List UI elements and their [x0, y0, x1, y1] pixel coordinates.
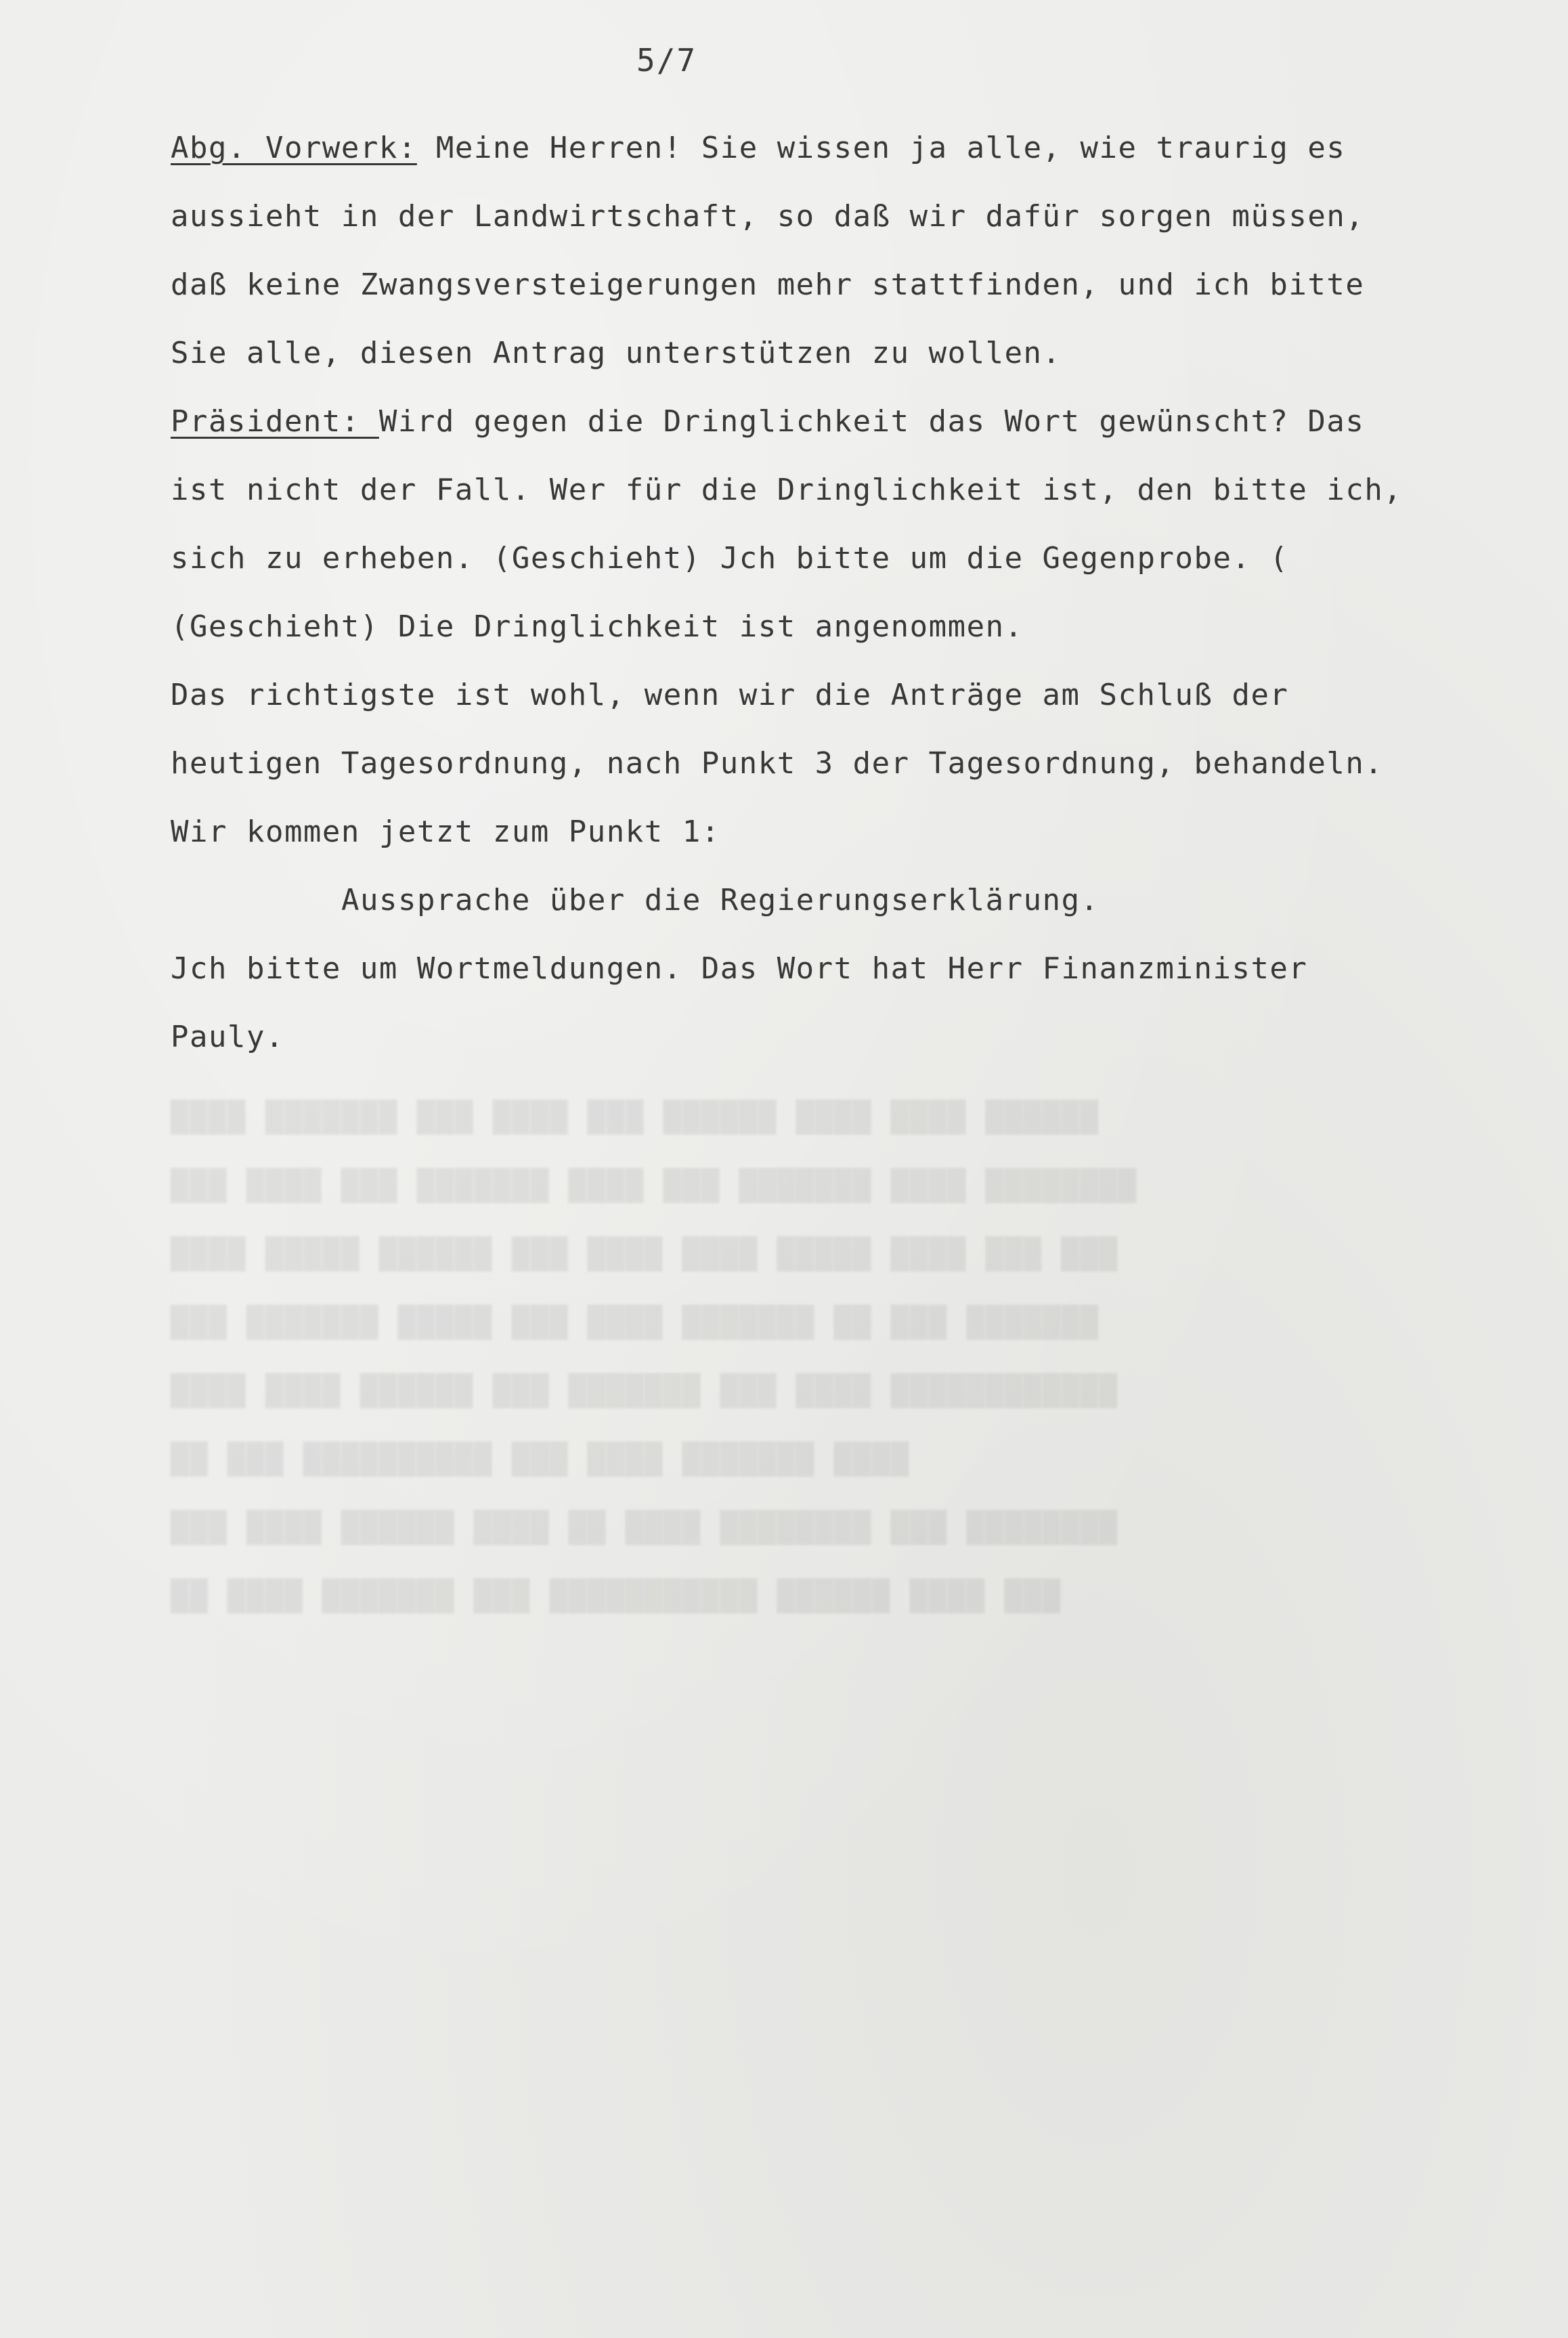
line-text: Meine Herren! Sie wissen ja alle, wie traurig es [416, 131, 1346, 165]
bleed-line: ██ ███ ██████████ ███ ████ ███████ ████ [171, 1442, 910, 1477]
bleed-line: ███ ███████ █████ ███ ████ ███████ ██ ███ ███████ [171, 1305, 1099, 1340]
line-4: Sie alle, diesen Antrag unterstützen zu wollen. [171, 336, 1062, 370]
bleed-line: ███ ████ ███ ███████ ████ ███ ███████ ████ ████████ [171, 1169, 1137, 1203]
line-11: Wir kommen jetzt zum Punkt 1: [171, 815, 720, 849]
bleed-line: ████ ████ ██████ ███ ███████ ███ ████ ████████████ [171, 1374, 1118, 1408]
page-number: 5/7 [636, 42, 697, 79]
bleed-line: ███ ████ ██████ ████ ██ ████ ████████ ███ ████████ [171, 1511, 1118, 1545]
line-text: Wird gegen die Dringlichkeit das Wort gewünscht? Das [378, 404, 1365, 439]
line-10: heutigen Tagesordnung, nach Punkt 3 der Tagesordnung, behandeln. [171, 746, 1384, 781]
speaker-label-praesident: Präsident: [171, 404, 379, 439]
show-through-texture [171, 1083, 1552, 1630]
line-14: Pauly. [171, 1020, 284, 1054]
line-9: Das richtigste ist wohl, wenn wir die Anträge am Schluß der [171, 678, 1289, 712]
transcript-body [171, 114, 1552, 1071]
bleed-line: ██ ████ ███████ ███ ███████████ ██████ ████ ███ [171, 1579, 1062, 1614]
speaker-label-vorwerk: Abg. Vorwerk: [171, 131, 417, 165]
agenda-heading: Aussprache über die Regierungserklärung. [341, 883, 1099, 917]
bleed-line: ████ ███████ ███ ████ ███ ██████ ████ ████ ██████ [171, 1100, 1099, 1135]
line-8: (Geschieht) Die Dringlichkeit ist angenommen. [171, 609, 1024, 644]
line-5 [171, 387, 1552, 456]
bleed-line: ████ █████ ██████ ███ ████ ████ █████ ████ ███ ███ [171, 1237, 1118, 1272]
line-2: aussieht in der Landwirtschaft, so daß wir dafür sorgen müssen, [171, 199, 1365, 234]
line-13: Jch bitte um Wortmeldungen. Das Wort hat Herr Finanzminister [171, 951, 1308, 986]
line-6: ist nicht der Fall. Wer für die Dringlichkeit ist, den bitte ich, [171, 473, 1403, 507]
line-1 [171, 114, 1552, 182]
line-7: sich zu erheben. (Geschieht) Jch bitte um die Gegenprobe. ( [171, 541, 1289, 576]
line-3: daß keine Zwangsversteigerungen mehr stattfinden, und ich bitte [171, 267, 1365, 302]
